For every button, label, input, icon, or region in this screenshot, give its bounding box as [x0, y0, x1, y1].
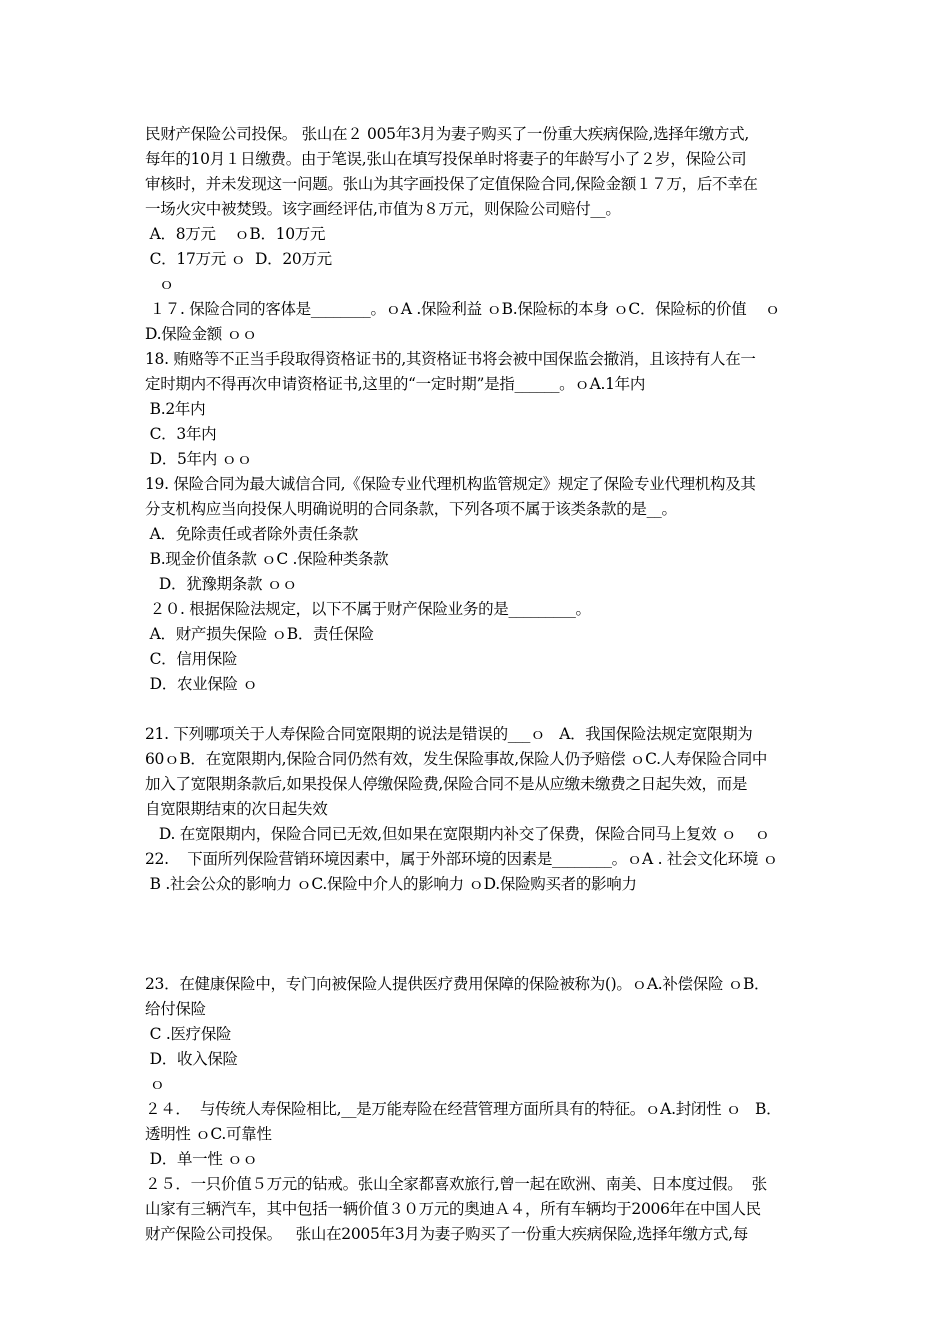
option-line: A．财产损失保险 ｏB．责任保险 [145, 625, 374, 643]
text-line: 审核时，并未发现这一问题。张山为其字画投保了定值保险合同,保险金额１７万，后不幸在 [145, 175, 758, 193]
text-line: 自宽限期结束的次日起失效 [145, 800, 328, 818]
text-line: 山家有三辆汽车，其中包括一辆价值３０万元的奥迪Ａ４，所有车辆均于2006年在中国人民 [145, 1200, 761, 1218]
text-line: 每年的10月１日缴费。由于笔误,张山在填写投保单时将妻子的年龄写小了２岁，保险公司 [145, 150, 747, 168]
text-line: ｏ [145, 1075, 165, 1093]
text-line: 定时期内不得再次申请资格证书,这里的“一定时期”是指______。ｏA.1年内 [145, 375, 646, 393]
question-17: １７. 保险合同的客体是________。ｏA .保险利益 ｏB.保险标的本身 ｏC．保险标的价值 ｏ [145, 300, 781, 318]
option-line: 透明性 ｏC.可靠性 [145, 1125, 272, 1143]
option-line: D．犹豫期条款 ｏｏ [145, 575, 298, 593]
text-line: ｏ [145, 275, 175, 293]
text-line: 民财产保险公司投保。 张山在２ 005年3月为妻子购买了一份重大疾病保险,选择年缴方式, [145, 125, 749, 143]
question-21: 21. 下列哪项关于人寿保险合同宽限期的说法是错误的___ｏ A．我国保险法规定宽限期为 [145, 725, 753, 743]
option-line: B.现金价值条款 ｏC .保险种类条款 [145, 550, 389, 568]
option-line: A．8万元 ｏB．10万元 [145, 225, 326, 243]
question-23: 23．在健康保险中，专门向被保险人提供医疗费用保障的保险被称为()。ｏA.补偿保险 ｏB． [145, 975, 770, 993]
question-18: 18. 贿赂等不正当手段取得资格证书的,其资格证书将会被中国保监会撤消，且该持有人在一 [145, 350, 756, 368]
option-line: B.2年内 [145, 400, 206, 418]
spacer [145, 897, 813, 947]
text-line: 加入了宽限期条款后,如果投保人停缴保险费,保险合同不是从应缴未缴费之日起失效，而是 [145, 775, 748, 793]
question-19: 19. 保险合同为最大诚信合同,《保险专业代理机构监管规定》规定了保险专业代理机构及其 [145, 475, 756, 493]
question-24: ２４． 与传统人寿保险相比,__是万能寿险在经营管理方面所具有的特征。ｏA.封闭性 ｏ B． [145, 1100, 782, 1118]
option-line: C．3年内 [145, 425, 217, 443]
text-line: 分支机构应当向投保人明确说明的合同条款，下列各项不属于该类条款的是__。 [145, 500, 677, 518]
option-line: D．单一性 ｏｏ [145, 1150, 258, 1168]
document-body [145, 122, 813, 1247]
option-line: C．信用保险 [145, 650, 238, 668]
option-line: D. 在宽限期内，保险合同已无效,但如果在宽限期内补交了保费，保险合同马上复效 ｏ ｏ [145, 825, 770, 843]
text-line: 财产保险公司投保。 张山在2005年3月为妻子购买了一份重大疾病保险,选择年缴方式,每 [145, 1225, 748, 1243]
option-line: C．17万元 ｏ D．20万元 [145, 250, 332, 268]
question-22: 22. 下面所列保险营销环境因素中，属于外部环境的因素是________。ｏA . 社会文化环境 ｏ [145, 850, 778, 868]
option-line: D．收入保险 [145, 1050, 238, 1068]
text-line: 60ｏB．在宽限期内,保险合同仍然有效，发生保险事故,保险人仍予赔偿 ｏC.人寿保险合同中 [145, 750, 768, 768]
blank-line [145, 947, 813, 972]
question-20: ２０. 根据保险法规定，以下不属于财产保险业务的是_________。 [145, 600, 591, 618]
question-25: ２５．一只价值５万元的钻戒。张山全家都喜欢旅行,曾一起在欧洲、南美、日本度过假。 张 [145, 1175, 767, 1193]
blank-line [145, 697, 813, 722]
option-line: B .社会公众的影响力 ｏC.保险中介人的影响力 ｏD.保险购买者的影响力 [145, 875, 637, 893]
text-line: 一场火灾中被焚毁。该字画经评估,市值为８万元，则保险公司赔付__。 [145, 200, 621, 218]
option-line: D．农业保险 ｏ [145, 675, 258, 693]
option-line: A．免除责任或者除外责任条款 [145, 525, 359, 543]
option-line: D．5年内 ｏｏ [145, 450, 252, 468]
option-line: D.保险金额 ｏｏ [145, 325, 258, 343]
option-line: C .医疗保险 [145, 1025, 232, 1043]
text-line: 给付保险 [145, 1000, 206, 1018]
